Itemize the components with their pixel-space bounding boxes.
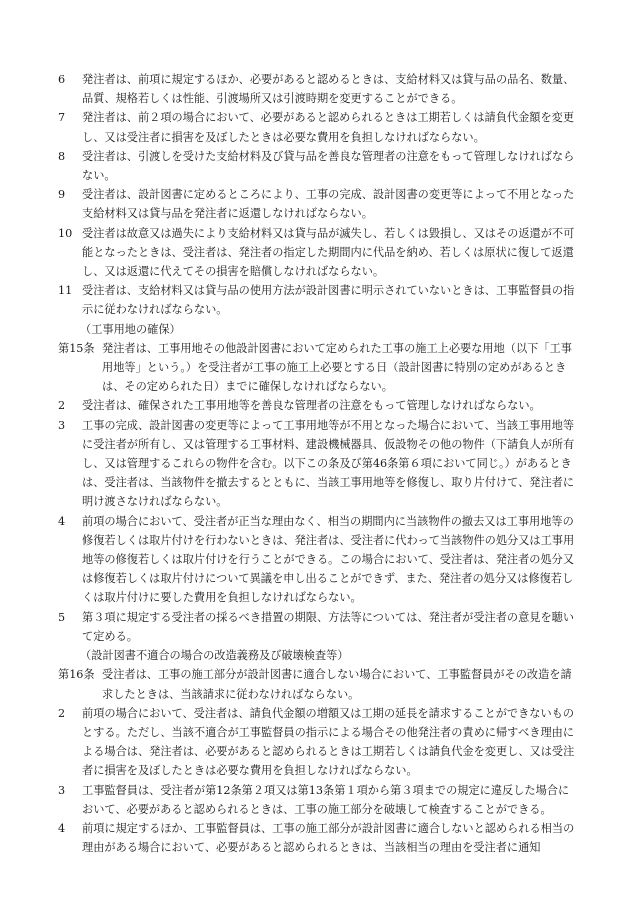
paragraph-text: 受注者は、支給材料又は貸与品の使用方法が設計図書に明示されていないときは、工事監督員の指示に従わなければならない。 <box>82 284 575 317</box>
paragraph-number: 5 <box>58 610 66 624</box>
section-heading-15: （工事用地の確保） <box>80 322 181 336</box>
article-number: 第15条 <box>58 341 95 355</box>
block16 <box>58 704 578 858</box>
paragraph-text: 工事の完成、設計図書の変更等によって工事用地等が不用となった場合において、当該工事用地等に受注者が所有し、又は管理する工事材料、建設機械器具、仮設物その他の物件（下請負人が所有し、又は管理するこれらの物件を含む。以下この条及び第46条第６項において同じ。）があるときは、受注者は、当該物件を撤去するとともに、当該工事用地等を修復し、取り片付けて、発注者に明け渡さなければならない。 <box>82 418 575 509</box>
paragraph-text: 第３項に規定する受注者の採るべき措置の期限、方法等については、発注者が受注者の意見を聴いて定める。 <box>82 610 575 643</box>
paragraph-11 <box>58 281 578 319</box>
paragraph-number: 2 <box>58 706 66 720</box>
paragraph-9 <box>58 185 578 223</box>
article-16 <box>58 665 578 703</box>
paragraph-number: 4 <box>58 821 66 835</box>
paragraph-text: 工事監督員は、受注者が第12条第２項又は第13条第１項から第３項までの規定に違反した場合において、必要があると認められるときは、工事の施工部分を破壊して検査することができる。 <box>82 783 570 816</box>
block1 <box>58 70 578 320</box>
article-number: 第16条 <box>58 668 95 682</box>
paragraph-text: 受注者は、設計図書に定めるところにより、工事の完成、設計図書の変更等によって不用となった支給材料又は貸与品を発注者に返還しなければならない。 <box>82 188 575 221</box>
paragraph-6 <box>58 70 578 108</box>
paragraph-number: 4 <box>58 514 66 528</box>
block15 <box>58 396 578 646</box>
paragraph-text: 受注者は故意又は過失により支給材料又は貸与品が滅失し、若しくは毀損し、又はその返還が不可能となったときは、受注者は、発注者の指定した期間内に代品を納め、若しくは原状に復して返還し、又は返還に代えてその損害を賠償しなければならない。 <box>82 226 575 279</box>
paragraph-text: 受注者は、確保された工事用地等を善良な管理者の注意をもって管理しなければならない。 <box>82 399 541 413</box>
paragraph-number: 11 <box>58 284 73 298</box>
paragraph-text: 発注者は、前項に規定するほか、必要があると認めるときは、支給材料又は貸与品の品名、数量、品質、規格若しくは性能、引渡場所又は引渡時期を変更することができる。 <box>82 73 575 106</box>
paragraph-number: 2 <box>58 399 66 413</box>
paragraph-15-5 <box>58 608 578 646</box>
paragraph-7 <box>58 108 578 146</box>
paragraph-16-2 <box>58 704 578 781</box>
paragraph-number: 3 <box>58 418 66 432</box>
article-15 <box>58 339 578 397</box>
paragraph-text: 発注者は、前２項の場合において、必要があると認められるときは工期若しくは請負代金額を変更し、又は受注者に損害を及ぼしたときは必要な費用を負担しなければならない。 <box>82 111 575 144</box>
section-heading-16: （設計図書不適合の場合の改造義務及び破壊検査等） <box>80 649 349 663</box>
article-text: 受注者は、工事の施工部分が設計図書に適合しない場合において、工事監督員がその改造を請求したときは、当該請求に従わなければならない。 <box>102 668 572 701</box>
paragraph-15-4 <box>58 512 578 608</box>
paragraph-15-3 <box>58 416 578 512</box>
paragraph-16-3 <box>58 781 578 819</box>
paragraph-16-4 <box>58 819 578 857</box>
paragraph-number: 9 <box>58 188 66 202</box>
paragraph-8 <box>58 147 578 185</box>
paragraph-number: 10 <box>58 226 73 240</box>
paragraph-number: 8 <box>58 149 66 163</box>
paragraph-number: 3 <box>58 783 66 797</box>
document-page <box>58 70 578 857</box>
paragraph-number: 7 <box>58 111 66 125</box>
paragraph-15-2 <box>58 396 578 415</box>
article-text: 発注者は、工事用地その他設計図書において定められた工事の施工上必要な用地（以下「工事用地等」という。）を受注者が工事の施工上必要とする日（設計図書に特別の定めがあるときは、その定められた日）までに確保しなければならない。 <box>102 341 572 394</box>
paragraph-text: 前項に規定するほか、工事監督員は、工事の施工部分が設計図書に適合しないと認められる相当の理由がある場合において、必要があると認められるときは、当該相当の理由を受注者に通知 <box>82 821 575 855</box>
paragraph-10 <box>58 224 578 282</box>
paragraph-text: 受注者は、引渡しを受けた支給材料及び貸与品を善良な管理者の注意をもって管理しなければならない。 <box>82 149 575 183</box>
paragraph-text: 前項の場合において、受注者は、請負代金額の増額又は工期の延長を請求することができないものとする。ただし、当該不適合が工事監督員の指示による場合その他発注者の責めに帰すべき理由による場合は、発注者は、必要があると認められるときは工期若しくは請負代金を変更し、又は受注者に損害を及ぼしたときは必要な費用を負担しなければならない。 <box>82 706 575 778</box>
paragraph-text: 前項の場合において、受注者が正当な理由なく、相当の期間内に当該物件の撤去又は工事用地等の修復若しくは取片付けを行わないときは、発注者は、受注者に代わって当該物件の処分又は工事用地等の修復若しくは取片付けを行うことができる。この場合において、受注者は、発注者の処分又は修復若しくは取片付けについて異議を申し出ることができず、また、発注者の処分又は修復若しくは取片付けに要した費用を負担しなければならない。 <box>82 514 575 605</box>
paragraph-number: 6 <box>58 73 66 86</box>
